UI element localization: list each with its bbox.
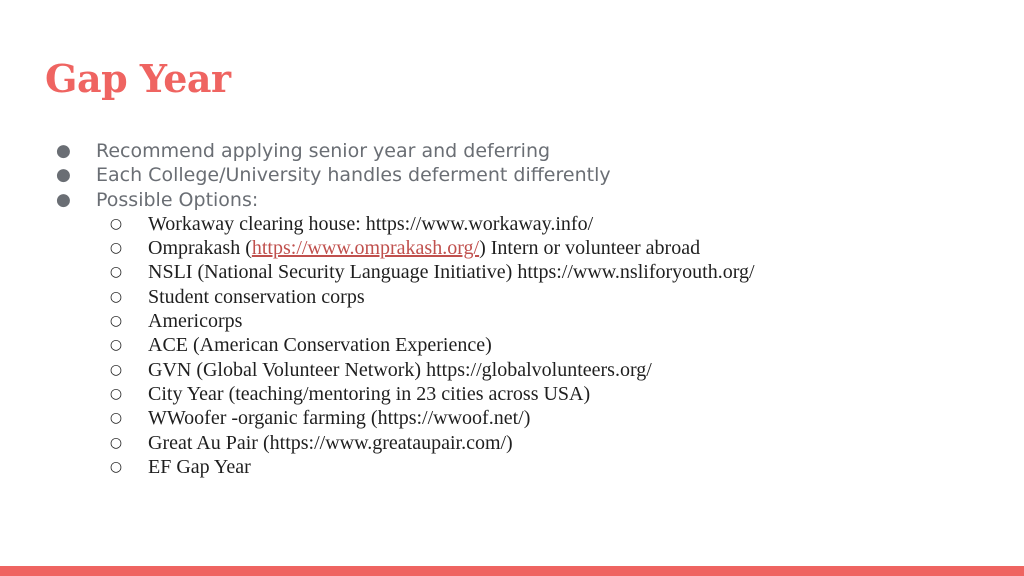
- main-bullet-list: [56, 139, 996, 479]
- option-text: ACE (American Conservation Experience): [148, 334, 492, 357]
- slide-title: Gap Year: [45, 56, 231, 101]
- hollow-circle-bullet-icon: ○: [109, 215, 123, 232]
- option-text: WWoofer -organic farming (https://wwoof.net/): [148, 407, 531, 430]
- option-item: [56, 406, 996, 430]
- filled-circle-bullet-icon: ●: [56, 189, 71, 210]
- option-item: [56, 260, 996, 284]
- option-item: [56, 455, 996, 479]
- hollow-circle-bullet-icon: ○: [109, 410, 123, 427]
- option-item: [56, 382, 996, 406]
- hollow-circle-bullet-icon: ○: [109, 458, 123, 475]
- option-text: Great Au Pair (https://www.greataupair.com/): [148, 431, 513, 454]
- hollow-circle-bullet-icon: ○: [109, 288, 123, 305]
- bullet-item: [56, 139, 996, 163]
- filled-circle-bullet-icon: ●: [56, 141, 71, 161]
- bullet-text: Recommend applying senior year and deferring: [96, 140, 551, 162]
- hollow-circle-bullet-icon: ○: [109, 385, 123, 402]
- hollow-circle-bullet-icon: ○: [109, 361, 123, 378]
- option-text: [148, 237, 700, 259]
- option-item: [56, 431, 996, 455]
- option-item: [56, 333, 996, 357]
- option-text: Workaway clearing house: https://www.workaway.info/: [148, 212, 594, 235]
- options-sub-list: [96, 212, 996, 479]
- hollow-circle-bullet-icon: ○: [109, 313, 123, 330]
- option-text: Americorps: [148, 310, 243, 333]
- bullet-text: Each College/University handles deferment differently: [96, 164, 611, 187]
- option-text: EF Gap Year: [148, 455, 251, 478]
- hollow-circle-bullet-icon: ○: [109, 337, 123, 354]
- bullet-item: [56, 163, 996, 187]
- hollow-circle-bullet-icon: ○: [109, 434, 123, 451]
- option-item: [56, 285, 996, 309]
- option-text-before: Omprakash (: [148, 237, 252, 260]
- hollow-circle-bullet-icon: ○: [109, 264, 123, 281]
- filled-circle-bullet-icon: ●: [56, 165, 71, 186]
- omprakash-link[interactable]: https://www.omprakash.org/: [251, 237, 480, 260]
- option-text: NSLI (National Security Language Initiative) https://www.nsliforyouth.org/: [148, 261, 755, 284]
- option-text: GVN (Global Volunteer Network) https://globalvolunteers.org/: [148, 358, 652, 381]
- option-text-after: ) Intern or volunteer abroad: [479, 237, 701, 260]
- option-item: [56, 212, 996, 236]
- option-text: City Year (teaching/mentoring in 23 cities across USA): [148, 382, 591, 405]
- option-item: [56, 309, 996, 333]
- bottom-accent-bar: [0, 566, 1024, 576]
- bullet-item: [56, 188, 996, 480]
- option-item: [56, 358, 996, 382]
- bullet-text: Possible Options:: [96, 188, 259, 211]
- option-text: Student conservation corps: [148, 285, 365, 308]
- option-item: [56, 236, 996, 260]
- hollow-circle-bullet-icon: ○: [109, 240, 123, 257]
